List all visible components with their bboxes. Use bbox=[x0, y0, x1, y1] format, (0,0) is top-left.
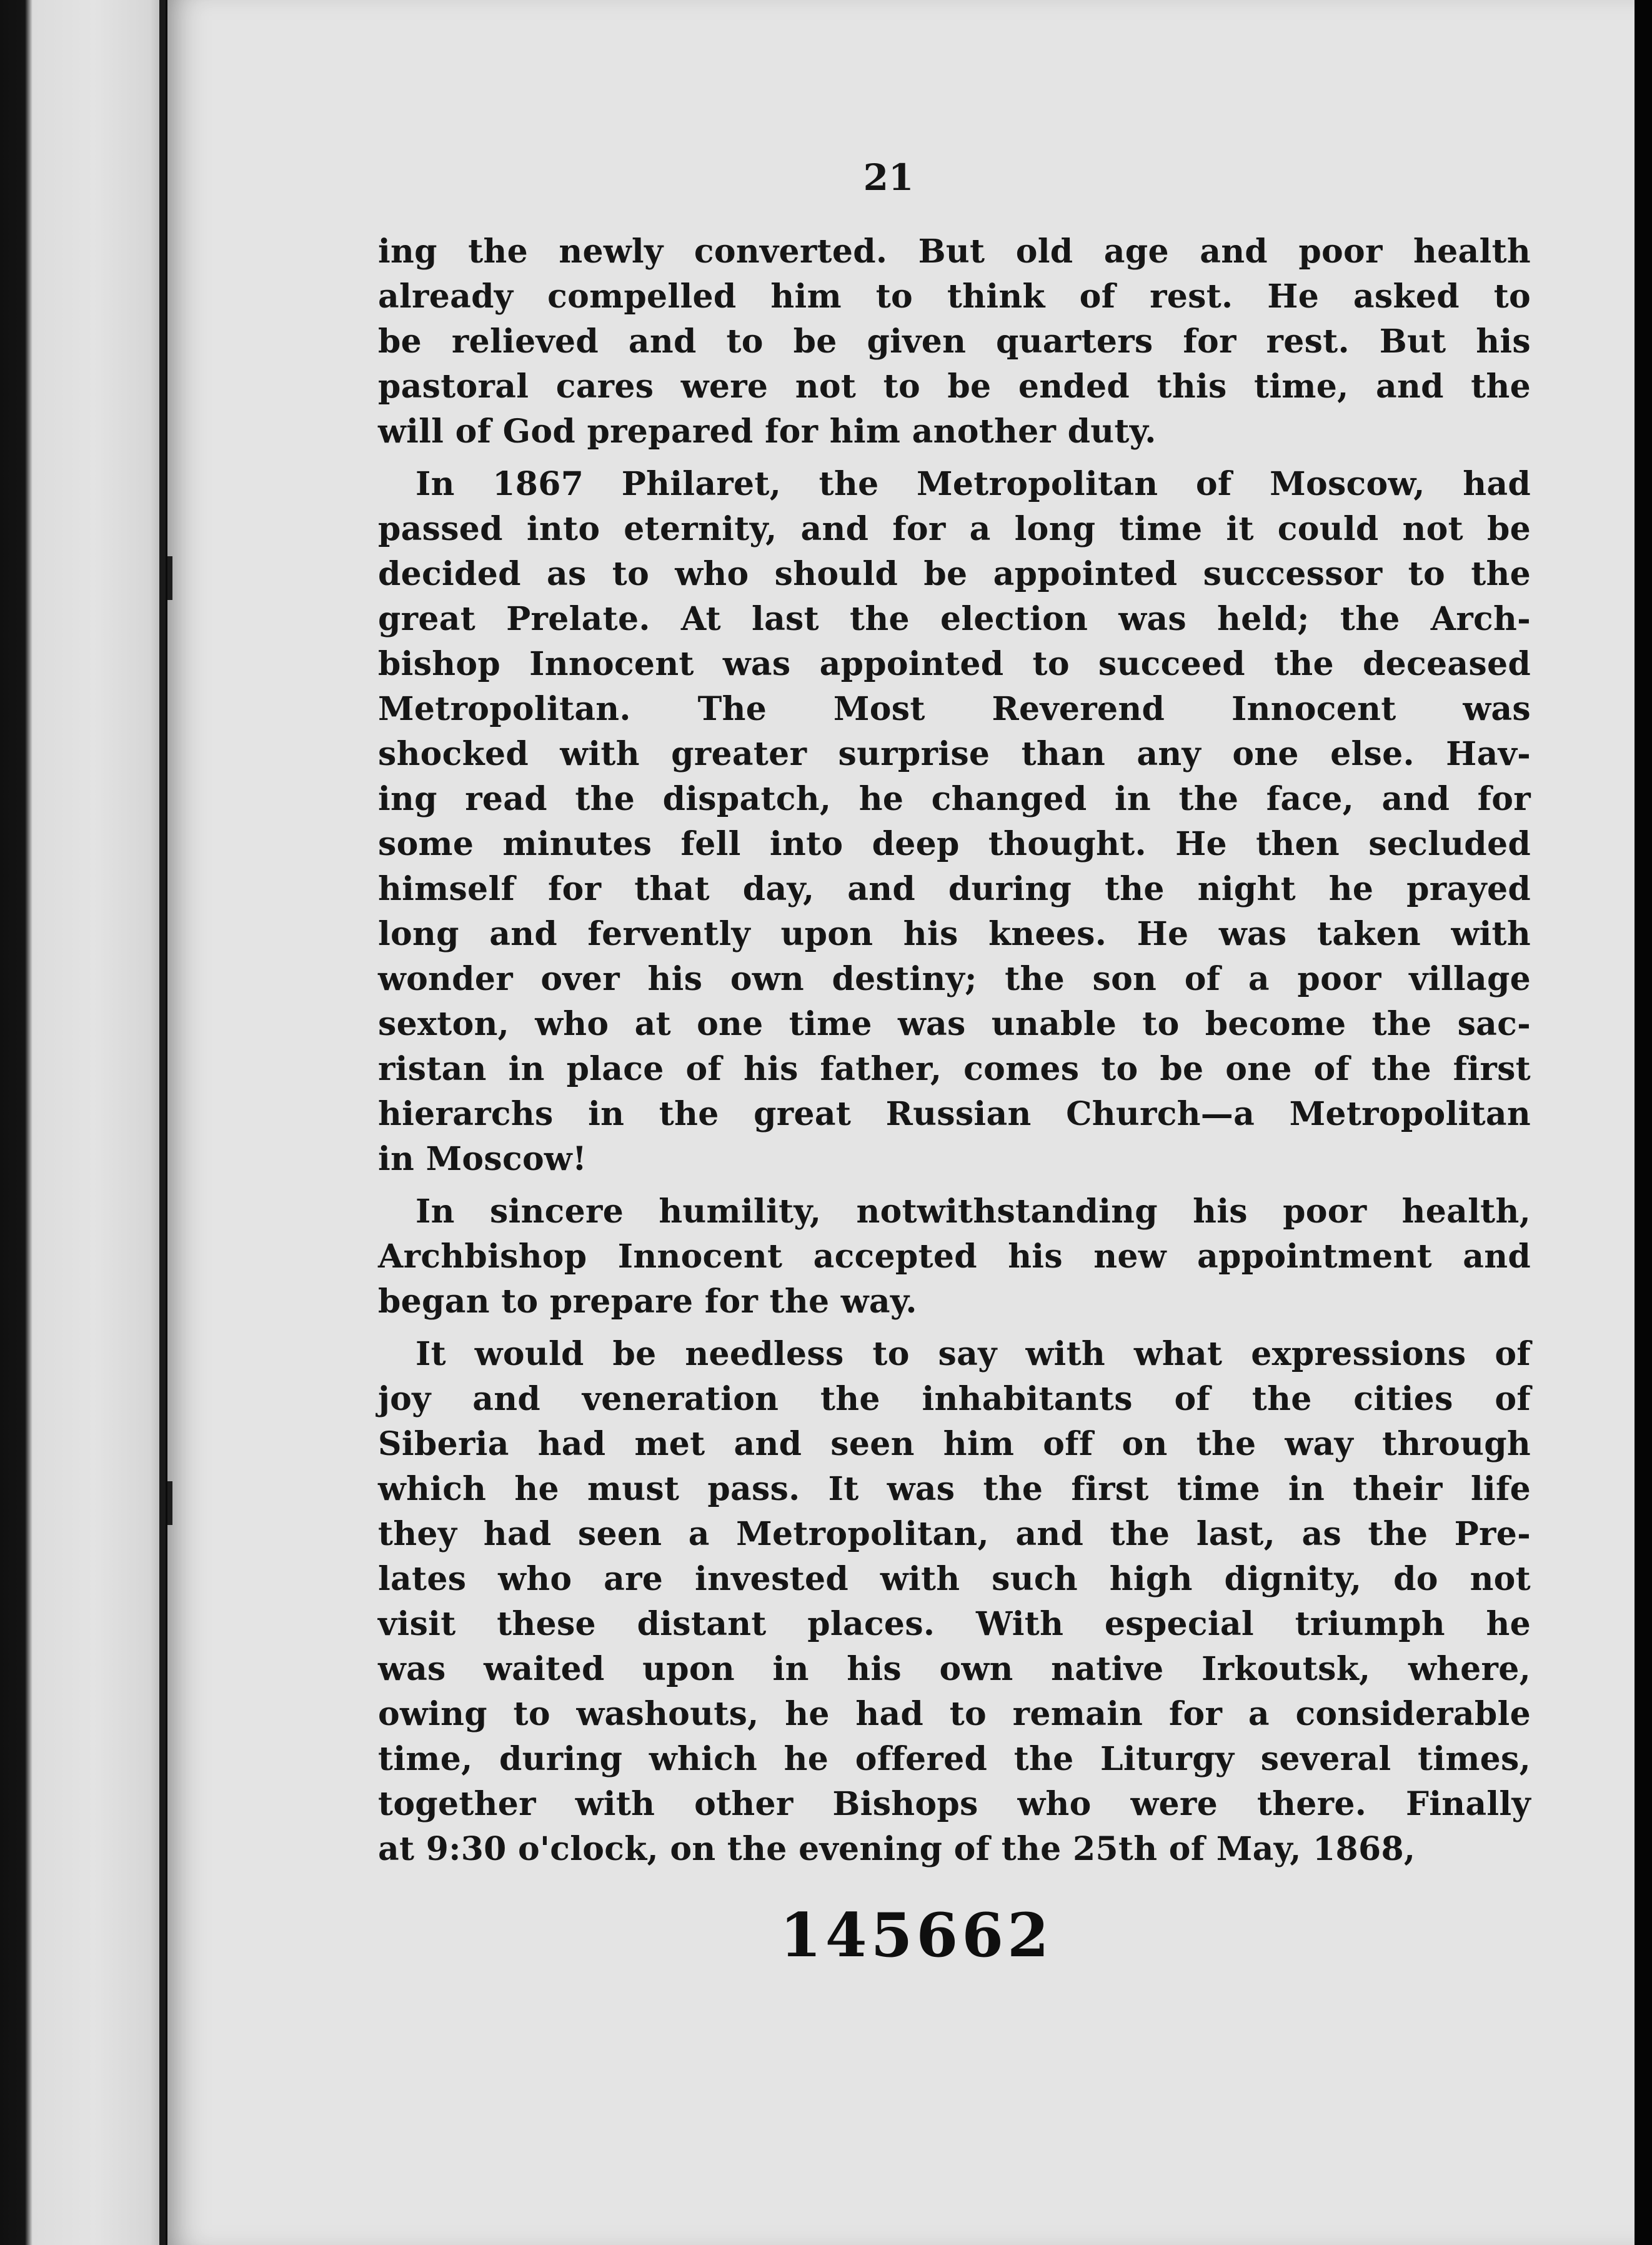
paragraph bbox=[378, 229, 1531, 454]
text-line: joy and veneration the inhabitants of the cities of bbox=[378, 1380, 1531, 1418]
body-text bbox=[378, 229, 1531, 1879]
text-line: some minutes fell into deep thought. He then secluded bbox=[378, 825, 1531, 863]
text-line: ing the newly converted. But old age and poor health bbox=[378, 232, 1531, 271]
text-line: visit these distant places. With especial triumph he bbox=[378, 1605, 1531, 1643]
text-line: lates who are invested with such high dignity, do not bbox=[378, 1560, 1531, 1598]
text-line: In sincere humility, notwithstanding his poor health, bbox=[415, 1192, 1531, 1231]
text-line: pastoral cares were not to be ended this time, and the bbox=[378, 368, 1531, 406]
text-line: ristan in place of his father, comes to be one of the first bbox=[378, 1050, 1531, 1088]
margin-tick-mark bbox=[167, 556, 172, 600]
library-stamp-number: 145662 bbox=[780, 1900, 1053, 1971]
text-line: will of God prepared for him another duty. bbox=[378, 412, 1157, 451]
text-line: shocked with greater surprise than any one else. Hav- bbox=[378, 735, 1531, 773]
paragraph bbox=[378, 1189, 1531, 1324]
text-line: together with other Bishops who were there. Finally bbox=[378, 1785, 1531, 1823]
binding-crease bbox=[159, 0, 166, 2245]
book-page bbox=[167, 0, 1635, 2245]
text-line: In 1867 Philaret, the Metropolitan of Moscow, had bbox=[415, 465, 1531, 503]
text-line: which he must pass. It was the first time in their life bbox=[378, 1470, 1531, 1508]
page-number: 21 bbox=[863, 156, 914, 199]
paragraph bbox=[378, 1332, 1531, 1872]
text-line: hierarchs in the great Russian Church—a Metropolitan bbox=[378, 1095, 1531, 1133]
text-line: great Prelate. At last the election was held; the Arch- bbox=[378, 600, 1531, 638]
text-line: sexton, who at one time was unable to become the sac- bbox=[378, 1005, 1531, 1043]
text-line: ing read the dispatch, he changed in the face, and for bbox=[378, 780, 1531, 818]
margin-tick-mark bbox=[167, 1481, 172, 1525]
text-line: passed into eternity, and for a long time it could not be bbox=[378, 510, 1531, 548]
text-line: bishop Innocent was appointed to succeed the deceased bbox=[378, 645, 1531, 683]
text-line: owing to washouts, he had to remain for a considerable bbox=[378, 1695, 1531, 1733]
text-line: wonder over his own destiny; the son of a poor village bbox=[378, 960, 1531, 998]
text-line: in Moscow! bbox=[378, 1140, 587, 1178]
text-line: already compelled him to think of rest. He asked to bbox=[378, 278, 1531, 316]
text-line: himself for that day, and during the night he prayed bbox=[378, 870, 1531, 908]
text-line: be relieved and to be given quarters for rest. But his bbox=[378, 322, 1531, 361]
text-line: It would be needless to say with what expressions of bbox=[415, 1335, 1531, 1373]
scan-right-edge bbox=[1635, 0, 1652, 2245]
text-line: was waited upon in his own native Irkoutsk, where, bbox=[378, 1650, 1531, 1688]
text-line: time, during which he offered the Liturgy several times, bbox=[378, 1740, 1531, 1778]
paragraph bbox=[378, 462, 1531, 1182]
text-line: they had seen a Metropolitan, and the last, as the Pre- bbox=[378, 1515, 1531, 1553]
text-line: Siberia had met and seen him off on the way through bbox=[378, 1425, 1531, 1463]
text-line: Archbishop Innocent accepted his new appointment and bbox=[378, 1238, 1531, 1276]
binding-margin bbox=[0, 0, 164, 2245]
text-line: Metropolitan. The Most Reverend Innocent was bbox=[378, 690, 1531, 728]
text-line: decided as to who should be appointed successor to the bbox=[378, 555, 1531, 593]
text-line: long and fervently upon his knees. He was taken with bbox=[378, 915, 1531, 953]
text-line: began to prepare for the way. bbox=[378, 1282, 917, 1321]
text-line: at 9:30 o'clock, on the evening of the 25th of May, 1868, bbox=[378, 1830, 1416, 1868]
